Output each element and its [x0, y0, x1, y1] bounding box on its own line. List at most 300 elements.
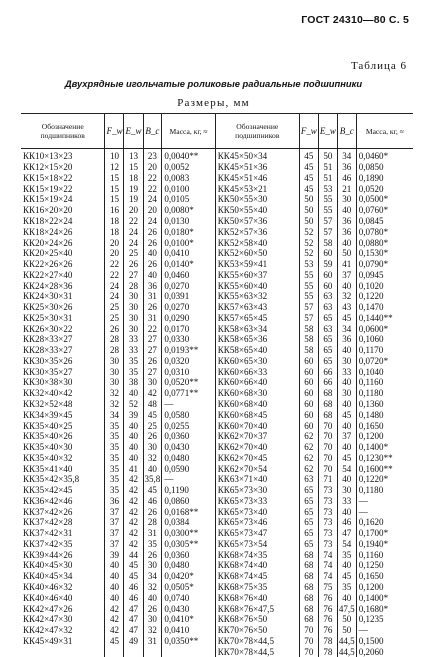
- cell-fw: 15: [105, 194, 124, 205]
- cell-bc-right: 41: [337, 259, 356, 270]
- cell-bc-right: 46: [337, 517, 356, 528]
- cell-ew: 40: [124, 452, 143, 463]
- cell-fw: 30: [105, 377, 124, 388]
- cell-bc: 28: [143, 517, 162, 528]
- cell-mass: 0,0771**: [162, 388, 215, 399]
- cell-fw: 25: [105, 302, 124, 313]
- cell-fw: 35: [105, 474, 124, 485]
- cell-fw-right: 60: [299, 420, 318, 431]
- cell-mass-right: 0,0880*: [356, 237, 413, 248]
- table-row: [21, 463, 413, 474]
- cell-bc-right: 35: [337, 549, 356, 560]
- cell-mass-right: 0,1650: [356, 571, 413, 582]
- cell-designation: КК40×45×34: [23, 571, 73, 582]
- cell-bc: 20: [143, 205, 162, 216]
- cell-mass: —: [162, 474, 215, 485]
- cell-fw-right: 60: [299, 388, 318, 399]
- cell-bc: 22: [143, 183, 162, 194]
- cell-mass: 0,0860: [162, 496, 215, 507]
- cell-mass: 0,0270: [162, 280, 215, 291]
- cell-fw-right: 70: [299, 625, 318, 636]
- cell-fw-right: 55: [299, 269, 318, 280]
- cell-ew-right: 51: [318, 162, 337, 173]
- cell-ew: 39: [124, 409, 143, 420]
- cell-fw: 42: [105, 614, 124, 625]
- cell-ew-right: 76: [318, 603, 337, 614]
- cell-bc-right: 45: [337, 312, 356, 323]
- cell-designation-right: КК70×78×44,5: [215, 635, 299, 646]
- cell-mass: 0,0580: [162, 409, 215, 420]
- cell-mass-right: 0,2060: [356, 646, 413, 657]
- table-row: [21, 388, 413, 399]
- cell-mass: 0,0100: [162, 183, 215, 194]
- cell-mass-right: —: [356, 496, 413, 507]
- cell-mass-right: 0,1890: [356, 173, 413, 184]
- cell-fw-right: 58: [299, 323, 318, 334]
- cell-designation: КК28×33×27: [23, 334, 73, 345]
- cell-ew-right: 60: [318, 280, 337, 291]
- cell-designation: КК30×35×27: [23, 366, 73, 377]
- cell-fw: 40: [105, 582, 124, 593]
- cell-designation-right: КК70×76×50: [215, 625, 299, 636]
- cell-fw: 35: [105, 431, 124, 442]
- cell-mass: 0,0350**: [162, 635, 215, 646]
- cell-ew: 30: [124, 291, 143, 302]
- cell-fw-right: 68: [299, 560, 318, 571]
- cell-fw: 35: [105, 442, 124, 453]
- cell-bc-right: 32: [337, 291, 356, 302]
- table-row: [21, 183, 413, 194]
- cell-designation: КК12×15×20: [23, 162, 73, 173]
- cell-mass-right: 0,1400*: [356, 442, 413, 453]
- cell-designation-right: КК65×73×30: [215, 485, 299, 496]
- cell-fw-right: 62: [299, 442, 318, 453]
- table-row: [21, 517, 413, 528]
- cell-bc: 23: [143, 149, 162, 162]
- cell-fw: 22: [105, 259, 124, 270]
- cell-ew: 42: [124, 474, 143, 485]
- cell-fw: 24: [105, 280, 124, 291]
- cell-ew-right: 55: [318, 194, 337, 205]
- col-header-designation: Обозначение подшипников: [21, 114, 105, 149]
- cell-ew-right: 74: [318, 560, 337, 571]
- col-header-mass: Масса, кг, ≈: [162, 114, 215, 149]
- cell-fw: 35: [105, 485, 124, 496]
- table-row: [21, 205, 413, 216]
- cell-fw-right: 68: [299, 603, 318, 614]
- cell-fw: [105, 646, 124, 657]
- cell-mass: 0,0410: [162, 248, 215, 259]
- table-row: [21, 302, 413, 313]
- cell-mass-right: 0,1220*: [356, 474, 413, 485]
- cell-designation: КК37×42×26: [23, 506, 73, 517]
- cell-bc-right: 34: [337, 323, 356, 334]
- cell-ew: [124, 646, 143, 657]
- cell-mass: 0,0430: [162, 603, 215, 614]
- cell-bc: 25: [143, 420, 162, 431]
- cell-mass: 0,0290: [162, 312, 215, 323]
- cell-bc-right: 46: [337, 173, 356, 184]
- table-row: [21, 194, 413, 205]
- cell-designation: КК35×42×35,8: [23, 474, 80, 485]
- cell-bc-right: 50: [337, 248, 356, 259]
- cell-mass-right: 0,1650: [356, 420, 413, 431]
- cell-designation: КК35×41×40: [23, 463, 73, 474]
- cell-ew-right: 59: [318, 259, 337, 270]
- cell-bc: 26: [143, 356, 162, 367]
- cell-designation: КК42×47×30: [23, 614, 73, 625]
- table-row: [21, 162, 413, 173]
- cell-designation: КК15×19×22: [23, 183, 73, 194]
- cell-ew: 33: [124, 345, 143, 356]
- cell-bc-right: 45: [337, 409, 356, 420]
- cell-fw: 26: [105, 323, 124, 334]
- cell-mass: 0,1190: [162, 485, 215, 496]
- cell-ew: 18: [124, 173, 143, 184]
- cell-mass-right: 0,1170: [356, 345, 413, 356]
- cell-fw: 35: [105, 420, 124, 431]
- cell-ew-right: 66: [318, 377, 337, 388]
- cell-ew-right: 63: [318, 302, 337, 313]
- cell-designation-right: КК60×70×40: [215, 420, 299, 431]
- cell-fw-right: 65: [299, 528, 318, 539]
- cell-ew: 28: [124, 280, 143, 291]
- cell-mass-right: —: [356, 506, 413, 517]
- cell-designation: КК26×30×22: [23, 323, 73, 334]
- cell-fw-right: 50: [299, 194, 318, 205]
- table-row: [21, 528, 413, 539]
- cell-ew-right: 68: [318, 399, 337, 410]
- cell-designation: КК37×42×28: [23, 517, 73, 528]
- table-row: [21, 269, 413, 280]
- cell-fw: 16: [105, 205, 124, 216]
- cell-ew: 33: [124, 334, 143, 345]
- cell-ew-right: 55: [318, 205, 337, 216]
- cell-fw: 30: [105, 356, 124, 367]
- cell-ew: 19: [124, 183, 143, 194]
- table-row: [21, 248, 413, 259]
- cell-mass-right: 0,1400*: [356, 592, 413, 603]
- cell-bc-right: 40: [337, 280, 356, 291]
- cell-fw-right: 68: [299, 614, 318, 625]
- cell-ew-right: 65: [318, 356, 337, 367]
- cell-designation: КК30×38×30: [23, 377, 73, 388]
- cell-bc: 30: [143, 377, 162, 388]
- cell-ew: 35: [124, 366, 143, 377]
- cell-fw: 32: [105, 388, 124, 399]
- cell-mass-right: 0,1940*: [356, 539, 413, 550]
- cell-ew-right: 73: [318, 528, 337, 539]
- cell-bc: 40: [143, 248, 162, 259]
- cell-designation: КК39×44×26: [23, 549, 73, 560]
- cell-mass: 0,0360: [162, 549, 215, 560]
- cell-bc-right: 21: [337, 183, 356, 194]
- col-header-ew: E_w: [124, 114, 143, 149]
- table-row: [21, 474, 413, 485]
- cell-ew-right: 76: [318, 592, 337, 603]
- cell-designation-right: КК45×51×46: [215, 173, 299, 184]
- cell-fw-right: 68: [299, 549, 318, 560]
- table-row: [21, 173, 413, 184]
- table-row: [21, 280, 413, 291]
- cell-mass-right: 0,0845: [356, 216, 413, 227]
- cell-bc-right: 43: [337, 302, 356, 313]
- cell-ew: 15: [124, 162, 143, 173]
- col-header-ew-2: E_w: [318, 114, 337, 149]
- cell-bc-right: 40: [337, 345, 356, 356]
- cell-mass: 0,0590: [162, 463, 215, 474]
- cell-bc-right: 34: [337, 149, 356, 162]
- table-row: [21, 646, 413, 657]
- cell-bc: 31: [143, 312, 162, 323]
- cell-mass-right: 0,1230**: [356, 452, 413, 463]
- cell-ew-right: 73: [318, 496, 337, 507]
- cell-ew: 46: [124, 592, 143, 603]
- cell-fw-right: 65: [299, 539, 318, 550]
- cell-bc: 30: [143, 614, 162, 625]
- standard-header: ГОСТ 24310—80 С. 5: [301, 14, 409, 26]
- cell-mass: 0,0430: [162, 442, 215, 453]
- cell-mass: —: [162, 399, 215, 410]
- cell-mass: 0,0270: [162, 302, 215, 313]
- cell-designation: КК37×42×31: [23, 528, 73, 539]
- cell-designation: КК35×42×45: [23, 485, 73, 496]
- cell-ew-right: 57: [318, 216, 337, 227]
- cell-bc: 22: [143, 173, 162, 184]
- cell-bc-right: 33: [337, 496, 356, 507]
- cell-fw: 18: [105, 216, 124, 227]
- cell-ew: 13: [124, 149, 143, 162]
- cell-fw-right: 45: [299, 183, 318, 194]
- cell-ew: 42: [124, 517, 143, 528]
- cell-mass-right: 0,1040: [356, 366, 413, 377]
- cell-fw: 37: [105, 528, 124, 539]
- cell-bc: 27: [143, 334, 162, 345]
- cell-fw-right: 63: [299, 474, 318, 485]
- table-row: [21, 377, 413, 388]
- cell-bc: 34: [143, 571, 162, 582]
- cell-ew-right: 65: [318, 312, 337, 323]
- cell-mass-right: 0,1250: [356, 560, 413, 571]
- cell-mass: 0,0480: [162, 452, 215, 463]
- table-row: [21, 571, 413, 582]
- cell-mass: 0,0305**: [162, 539, 215, 550]
- cell-designation: КК45×49×31: [23, 635, 73, 646]
- col-header-mass-2: Масса, кг, ≈: [356, 114, 413, 149]
- cell-designation-right: КК68×74×45: [215, 571, 299, 582]
- cell-designation: КК25×30×31: [23, 312, 73, 323]
- cell-bc-right: 30: [337, 485, 356, 496]
- cell-designation-right: КК52×57×36: [215, 226, 299, 237]
- cell-ew: 35: [124, 356, 143, 367]
- cell-fw-right: 57: [299, 302, 318, 313]
- cell-ew: 30: [124, 312, 143, 323]
- cell-designation-right: КК60×68×45: [215, 409, 299, 420]
- cell-fw-right: 68: [299, 571, 318, 582]
- cell-designation: КК24×28×36: [23, 280, 73, 291]
- cell-designation-right: КК68×76×50: [215, 614, 299, 625]
- cell-designation: КК24×30×31: [23, 291, 73, 302]
- cell-mass-right: 0,1480: [356, 409, 413, 420]
- cell-mass: 0,0130: [162, 216, 215, 227]
- cell-ew-right: 68: [318, 388, 337, 399]
- cell-mass: 0,0740: [162, 592, 215, 603]
- cell-ew: 46: [124, 582, 143, 593]
- cell-designation-right: КК55×63×32: [215, 291, 299, 302]
- cell-mass-right: 0,1680*: [356, 603, 413, 614]
- table-row: [21, 420, 413, 431]
- cell-ew-right: 70: [318, 463, 337, 474]
- cell-designation-right: КК52×60×50: [215, 248, 299, 259]
- cell-bc-right: 30: [337, 356, 356, 367]
- cell-ew-right: 73: [318, 485, 337, 496]
- cell-designation-right: КК60×65×30: [215, 356, 299, 367]
- cell-designation-right: КК68×76×47,5: [215, 603, 299, 614]
- cell-designation-right: КК53×59×41: [215, 259, 299, 270]
- table-row: [21, 452, 413, 463]
- cell-bc: 40: [143, 463, 162, 474]
- cell-ew-right: 78: [318, 646, 337, 657]
- cell-ew-right: 70: [318, 420, 337, 431]
- table-row: [21, 259, 413, 270]
- cell-fw-right: 52: [299, 248, 318, 259]
- cell-mass: 0,0391: [162, 291, 215, 302]
- table-row: [21, 485, 413, 496]
- cell-bc: 32: [143, 625, 162, 636]
- cell-designation-right: КК62×70×54: [215, 463, 299, 474]
- cell-fw-right: 55: [299, 280, 318, 291]
- cell-ew-right: 57: [318, 226, 337, 237]
- cell-fw: 32: [105, 399, 124, 410]
- table-body: [21, 149, 413, 657]
- cell-designation-right: КК45×50×34: [215, 149, 299, 162]
- cell-bc-right: 30: [337, 388, 356, 399]
- table-header-row: [21, 114, 413, 149]
- cell-designation: КК42×47×32: [23, 625, 73, 636]
- cell-mass: 0,0193**: [162, 345, 215, 356]
- col-header-fw-2: F_w: [299, 114, 318, 149]
- table-row: [21, 431, 413, 442]
- cell-designation: КК32×40×42: [23, 388, 73, 399]
- cell-ew-right: 73: [318, 539, 337, 550]
- cell-designation: КК16×20×20: [23, 205, 73, 216]
- table-row: [21, 399, 413, 410]
- cell-fw: 40: [105, 592, 124, 603]
- cell-fw-right: 65: [299, 485, 318, 496]
- cell-bc-right: 44,5: [338, 635, 355, 646]
- cell-designation-right: КК62×70×40: [215, 442, 299, 453]
- table-row: [21, 334, 413, 345]
- cell-mass-right: 0,1180: [356, 388, 413, 399]
- cell-ew-right: 78: [318, 635, 337, 646]
- cell-bc: 22: [143, 323, 162, 334]
- table-row: [21, 345, 413, 356]
- cell-designation-right: КК68×74×35: [215, 549, 299, 560]
- cell-mass: 0,0330: [162, 334, 215, 345]
- cell-ew-right: 50: [318, 149, 337, 162]
- cell-mass: 0,0460: [162, 269, 215, 280]
- cell-ew-right: 65: [318, 334, 337, 345]
- cell-mass-right: 0,1500: [356, 635, 413, 646]
- cell-ew-right: 76: [318, 625, 337, 636]
- table-row: [21, 496, 413, 507]
- cell-fw-right: 70: [299, 646, 318, 657]
- cell-fw-right: 57: [299, 312, 318, 323]
- cell-bc-right: 47,5: [338, 603, 355, 614]
- table-row: [21, 237, 413, 248]
- cell-mass-right: 0,0780*: [356, 226, 413, 237]
- cell-mass: 0,0168**: [162, 506, 215, 517]
- cell-fw: 22: [105, 269, 124, 280]
- cell-bc: 26: [143, 237, 162, 248]
- cell-bc-right: 40: [337, 560, 356, 571]
- cell-designation-right: КК62×70×45: [215, 452, 299, 463]
- cell-fw-right: 65: [299, 517, 318, 528]
- cell-bc: 45: [143, 485, 162, 496]
- cell-fw-right: 50: [299, 216, 318, 227]
- cell-fw: 20: [105, 237, 124, 248]
- cell-mass-right: 0,0945: [356, 269, 413, 280]
- cell-mass-right: 0,0760*: [356, 205, 413, 216]
- cell-ew-right: 58: [318, 237, 337, 248]
- cell-designation-right: КК65×73×33: [215, 496, 299, 507]
- cell-bc-right: 54: [337, 539, 356, 550]
- cell-fw: 10: [105, 149, 124, 162]
- cell-ew-right: 70: [318, 452, 337, 463]
- cell-bc: 36: [143, 280, 162, 291]
- cell-mass-right: 0,1700*: [356, 528, 413, 539]
- cell-ew-right: 60: [318, 248, 337, 259]
- cell-mass-right: 0,0520: [356, 183, 413, 194]
- col-header-bc-2: B_c: [337, 114, 356, 149]
- table-title: Двухрядные игольчатые роликовые радиальные подшипники: [64, 78, 363, 89]
- cell-fw-right: 60: [299, 409, 318, 420]
- cell-mass-right: 0,0850: [356, 162, 413, 173]
- cell-fw: 36: [105, 496, 124, 507]
- cell-designation-right: КК65×73×46: [215, 517, 299, 528]
- cell-bc: 32: [143, 582, 162, 593]
- cell-ew-right: 70: [318, 431, 337, 442]
- cell-bc: 26: [143, 506, 162, 517]
- cell-designation: КК20×24×26: [23, 237, 73, 248]
- cell-designation: [21, 646, 105, 657]
- cell-bc: 24: [143, 216, 162, 227]
- cell-mass-right: 0,1620: [356, 517, 413, 528]
- cell-designation: КК15×19×24: [23, 194, 73, 205]
- cell-designation: КК35×40×30: [23, 442, 73, 453]
- cell-bc-right: 45: [337, 452, 356, 463]
- cell-mass: 0,0040**: [162, 149, 215, 162]
- cell-ew: 42: [124, 506, 143, 517]
- cell-bc-right: 36: [337, 334, 356, 345]
- cell-mass-right: 0,1360: [356, 399, 413, 410]
- cell-ew: 30: [124, 323, 143, 334]
- cell-designation: КК35×40×25: [23, 420, 73, 431]
- cell-mass: 0,0420*: [162, 571, 215, 582]
- cell-bc-right: 36: [337, 216, 356, 227]
- cell-designation-right: КК57×65×45: [215, 312, 299, 323]
- table-row: [21, 549, 413, 560]
- cell-ew-right: 73: [318, 506, 337, 517]
- cell-designation-right: КК60×66×40: [215, 377, 299, 388]
- cell-fw-right: 60: [299, 399, 318, 410]
- cell-fw-right: 50: [299, 205, 318, 216]
- cell-designation-right: КК55×60×37: [215, 269, 299, 280]
- cell-bc-right: 35: [337, 582, 356, 593]
- cell-fw: 45: [105, 635, 124, 646]
- cell-designation: КК25×30×26: [23, 302, 73, 313]
- cell-designation: КК20×25×40: [23, 248, 73, 259]
